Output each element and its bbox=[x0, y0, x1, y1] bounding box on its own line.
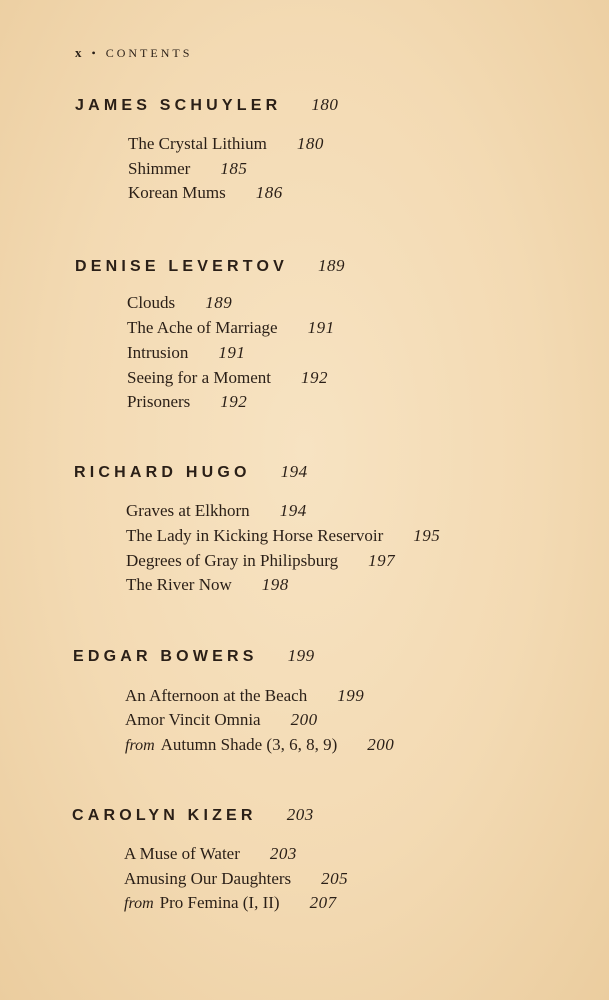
toc-entry bbox=[127, 390, 247, 414]
entry-title: Amor Vincit Omnia bbox=[125, 710, 261, 729]
toc-entry bbox=[125, 684, 364, 708]
toc-entry bbox=[128, 181, 283, 205]
toc-entry bbox=[124, 891, 337, 916]
entry-title: Graves at Elkhorn bbox=[126, 501, 250, 520]
entry-title: A Muse of Water bbox=[124, 844, 240, 863]
toc-entry bbox=[124, 867, 348, 891]
from-prefix: from bbox=[125, 737, 155, 754]
entry-page-number: 195 bbox=[413, 526, 441, 545]
entry-page-number: 200 bbox=[290, 710, 318, 729]
author-name: RICHARD HUGO bbox=[74, 464, 251, 481]
entry-title: Clouds bbox=[127, 293, 176, 312]
entry-title: Degrees of Gray in Philipsburg bbox=[126, 551, 339, 570]
entry-title: Prisoners bbox=[127, 392, 191, 411]
entry-title: Intrusion bbox=[127, 343, 189, 362]
entry-page-number: 199 bbox=[337, 686, 365, 705]
toc-entry bbox=[126, 524, 440, 548]
entry-page-number: 205 bbox=[321, 869, 349, 888]
entry-page-number: 194 bbox=[279, 501, 307, 520]
entry-page-number: 198 bbox=[261, 575, 289, 594]
author-name: DENISE LEVERTOV bbox=[75, 258, 288, 275]
toc-entry bbox=[128, 157, 247, 181]
running-head-title: CONTENTS bbox=[105, 46, 193, 60]
page-folio: x bbox=[75, 45, 82, 60]
entry-title: The Lady in Kicking Horse Reservoir bbox=[126, 526, 384, 545]
author-page-number: 189 bbox=[317, 256, 345, 275]
entry-page-number: 203 bbox=[269, 844, 297, 863]
author-heading bbox=[75, 256, 345, 276]
bullet-separator: • bbox=[91, 46, 96, 60]
author-heading bbox=[75, 95, 338, 115]
toc-entry bbox=[127, 291, 232, 315]
entry-title: Pro Femina (I, II) bbox=[159, 893, 280, 912]
entry-title: The River Now bbox=[126, 575, 232, 594]
toc-entry bbox=[127, 341, 245, 365]
entry-page-number: 197 bbox=[368, 551, 396, 570]
toc-entry bbox=[125, 733, 394, 758]
entry-title: Shimmer bbox=[128, 159, 191, 178]
entry-page-number: 189 bbox=[205, 293, 233, 312]
toc-entry bbox=[127, 316, 335, 340]
entry-title: An Afternoon at the Beach bbox=[125, 686, 308, 705]
author-page-number: 199 bbox=[287, 646, 315, 665]
running-head bbox=[75, 45, 192, 61]
from-prefix: from bbox=[124, 895, 154, 912]
entry-page-number: 185 bbox=[220, 159, 248, 178]
toc-entry bbox=[128, 132, 324, 156]
author-page-number: 180 bbox=[311, 95, 339, 114]
entry-title: Autumn Shade (3, 6, 8, 9) bbox=[160, 735, 338, 754]
entry-page-number: 180 bbox=[296, 134, 324, 153]
toc-entry bbox=[126, 573, 289, 597]
author-heading bbox=[73, 646, 315, 666]
author-name: CAROLYN KIZER bbox=[72, 807, 257, 824]
entry-title: The Crystal Lithium bbox=[128, 134, 267, 153]
entry-page-number: 186 bbox=[255, 183, 283, 202]
entry-title: Amusing Our Daughters bbox=[124, 869, 292, 888]
author-name: JAMES SCHUYLER bbox=[75, 97, 282, 114]
toc-entry bbox=[127, 366, 328, 390]
entry-title: The Ache of Marriage bbox=[127, 318, 278, 337]
entry-page-number: 192 bbox=[220, 392, 248, 411]
entry-title: Seeing for a Moment bbox=[127, 368, 271, 387]
entry-page-number: 200 bbox=[367, 735, 395, 754]
entry-page-number: 191 bbox=[307, 318, 335, 337]
author-page-number: 194 bbox=[280, 462, 308, 481]
entry-page-number: 192 bbox=[301, 368, 328, 387]
entry-title: Korean Mums bbox=[128, 183, 226, 202]
entry-page-number: 191 bbox=[218, 343, 246, 362]
author-heading bbox=[72, 805, 314, 825]
author-name: EDGAR BOWERS bbox=[73, 648, 258, 665]
toc-entry bbox=[124, 842, 297, 866]
author-page-number: 203 bbox=[286, 805, 314, 824]
author-heading bbox=[74, 462, 308, 482]
toc-entry bbox=[126, 499, 307, 523]
toc-entry bbox=[126, 549, 395, 573]
toc-entry bbox=[125, 708, 318, 732]
entry-page-number: 207 bbox=[309, 893, 337, 912]
